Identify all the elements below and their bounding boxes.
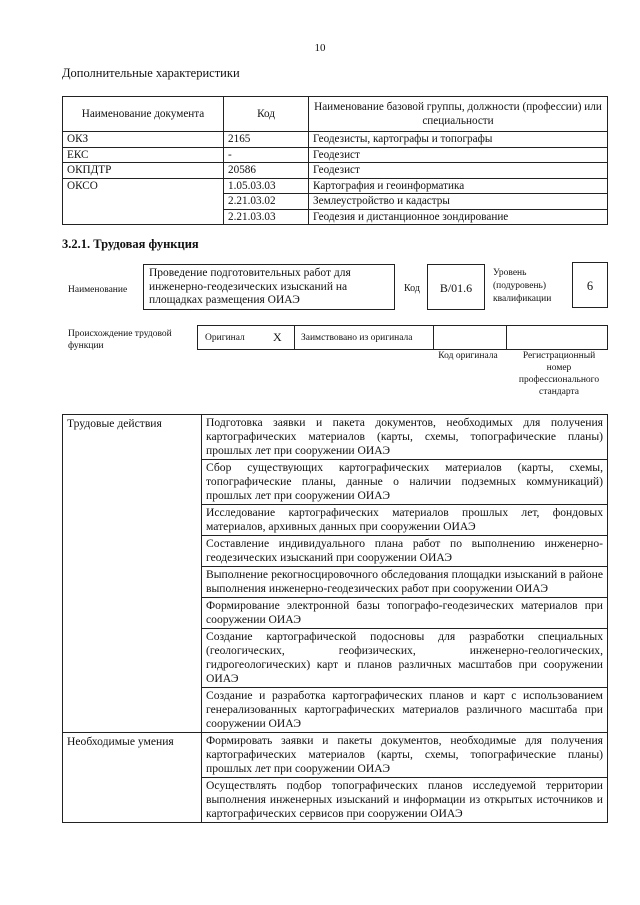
doc-cell: ОКЗ	[63, 132, 224, 148]
origin-boxes	[197, 325, 608, 350]
function-name-box: Проведение подготовительных работ для инженерно-геодезических изысканий на площадках размещения ОИАЭ	[143, 264, 395, 310]
divider	[433, 326, 434, 349]
divider	[506, 326, 507, 349]
borrowed-label: Заимствовано из оригинала	[301, 333, 413, 343]
table-row	[63, 733, 608, 778]
action-cell: Создание и разработка картографических планов и карт с использованием генерализованных картографических материалов различного масштаба при сооружении ОИАЭ	[202, 688, 608, 733]
origin-label: Происхождение трудовой функции	[68, 329, 172, 351]
action-cell: Подготовка заявки и пакета документов, необходимых для получения картографических материалов (карты, схемы, топографические планы) прошлых лет при сооружении ОИАЭ	[202, 415, 608, 460]
action-cell: Выполнение рекогносцировочного обследования площадки изысканий в районе выполнения инженерно-геодезических работ при сооружении ОИАЭ	[202, 567, 608, 598]
skill-cell: Осуществлять подбор топографических планов исследуемой территории выполнения инженерных изысканий и информации из открытых источников и картографических сервисов при сооружении ОИАЭ	[202, 778, 608, 823]
level-value-box: 6	[572, 262, 608, 308]
name-cell: Землеустройство и кадастры	[309, 194, 608, 210]
header-code: Код	[224, 97, 309, 132]
level-label: Уровень (подуровень) квалификации	[493, 268, 552, 304]
name-cell: Картография и геоинформатика	[309, 178, 608, 194]
actions-label: Трудовые действия	[63, 415, 202, 733]
characteristics-table	[62, 96, 608, 225]
action-cell: Исследование картографических материалов прошлых лет, фондовых материалов, архивных данных при сооружении ОИАЭ	[202, 505, 608, 536]
name-cell: Геодезисты, картографы и топографы	[309, 132, 608, 148]
table-row	[63, 415, 608, 460]
doc-cell: ОКСО	[63, 178, 224, 225]
header-group-name: Наименование базовой группы, должности (профессии) или специальности	[309, 97, 608, 132]
skills-label: Необходимые умения	[63, 733, 202, 823]
code-cell: 1.05.03.03	[224, 178, 309, 194]
code-cell: 2165	[224, 132, 309, 148]
code-label: Код	[404, 283, 420, 294]
code-cell: 2.21.03.02	[224, 194, 309, 210]
action-cell: Формирование электронной базы топографо-геодезических материалов при сооружении ОИАЭ	[202, 598, 608, 629]
action-cell: Создание картографической подосновы для разработки специальных (геологических, геофизических, инженерно-геологических, гидрогеологических) карт и планов различных масштабов при сооружении ОИАЭ	[202, 629, 608, 688]
table-row	[63, 132, 608, 148]
skill-cell: Формировать заявки и пакеты документов, необходимые для получения картографических материалов (карты, схемы, топографические планы) прошлых лет при сооружении ОИАЭ	[202, 733, 608, 778]
reg-caption: Регистрационный номер профессионального стандарта	[518, 351, 600, 397]
table-header-row	[63, 97, 608, 132]
name-label: Наименование	[68, 285, 128, 295]
original-label: Оригинал	[205, 333, 245, 343]
doc-cell: ОКПДТР	[63, 163, 224, 179]
original-mark: X	[273, 330, 282, 344]
code-cell: -	[224, 147, 309, 163]
code-cell: 20586	[224, 163, 309, 179]
doc-cell: ЕКС	[63, 147, 224, 163]
action-cell: Составление индивидуального плана работ по выполнению инженерно-геодезических изысканий при сооружении ОИАЭ	[202, 536, 608, 567]
header-document: Наименование документа	[63, 97, 224, 132]
table-row	[63, 147, 608, 163]
function-code-box: B/01.6	[427, 264, 485, 310]
name-cell: Геодезия и дистанционное зондирование	[309, 209, 608, 225]
code-cell: 2.21.03.03	[224, 209, 309, 225]
page-number: 10	[314, 42, 326, 54]
name-cell: Геодезист	[309, 147, 608, 163]
function-heading: 3.2.1. Трудовая функция	[62, 237, 199, 251]
code-caption: Код оригинала	[438, 351, 498, 361]
table-row	[63, 163, 608, 179]
labor-functions-table	[62, 414, 608, 823]
name-cell: Геодезист	[309, 163, 608, 179]
table-row	[63, 178, 608, 194]
section-heading: Дополнительные характеристики	[62, 66, 240, 80]
divider	[294, 326, 295, 349]
action-cell: Сбор существующих картографических материалов (карты, схемы, топографические планы, данные о наличии подземных коммуникаций) прошлых лет при сооружении ОИАЭ	[202, 460, 608, 505]
